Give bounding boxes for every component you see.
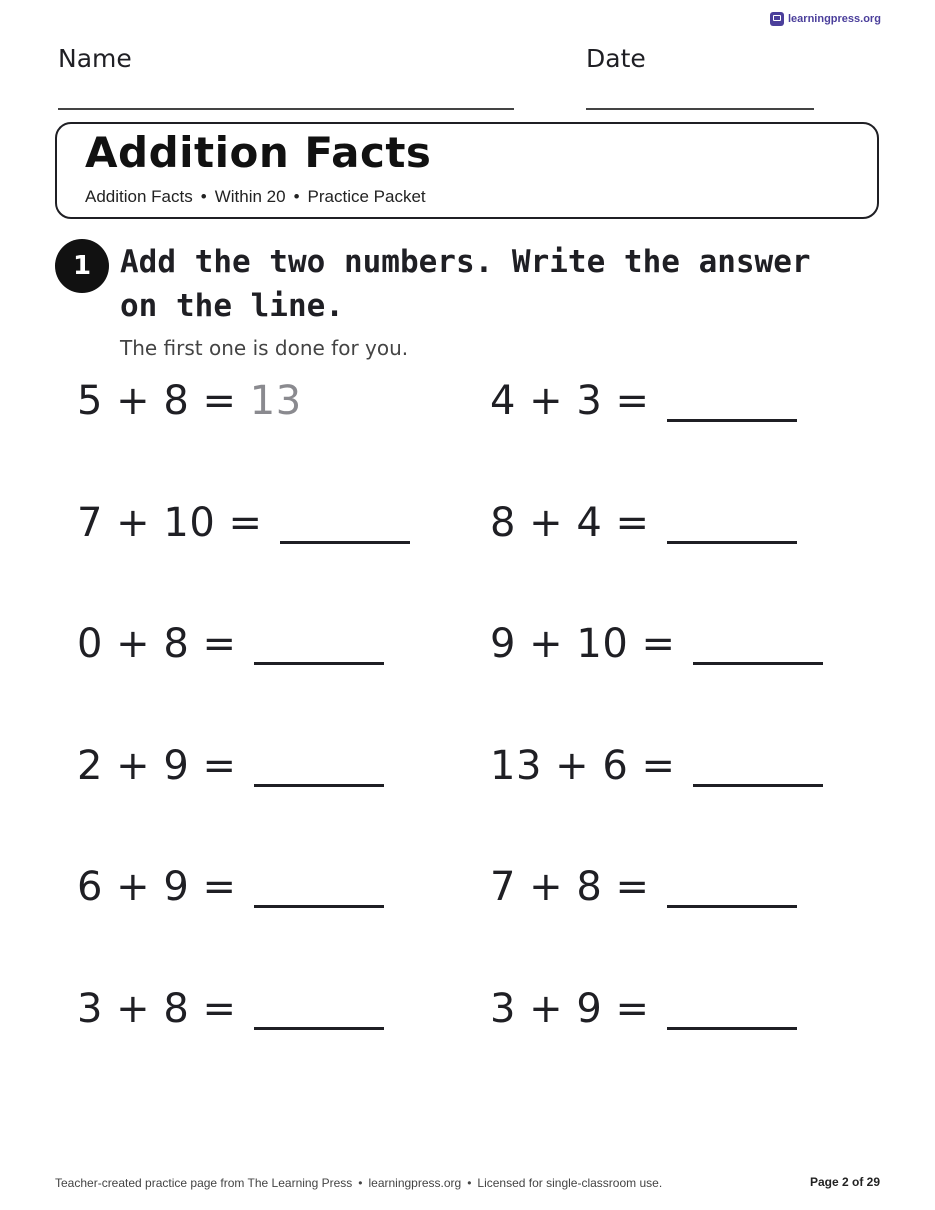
problem-expression: 13 + 6 = xyxy=(490,742,676,789)
footer-note xyxy=(55,1176,662,1190)
brand-logo-text: learningpress.org xyxy=(788,13,881,25)
question-instruction: Add the two numbers. Write the answer on the line. xyxy=(120,244,811,324)
answer-line[interactable] xyxy=(254,865,384,908)
page-title: Addition Facts xyxy=(85,128,432,177)
addition-problem xyxy=(490,378,797,424)
brand-logo xyxy=(770,12,881,26)
answer-line[interactable] xyxy=(667,987,797,1030)
subtitle-topic: Addition Facts xyxy=(85,187,193,206)
problem-expression: 7 + 10 = xyxy=(77,499,263,546)
answer-line[interactable] xyxy=(254,744,384,787)
addition-problem xyxy=(490,621,823,667)
answer-line[interactable] xyxy=(693,744,823,787)
page-subtitle xyxy=(85,187,426,207)
problem-expression: 4 + 3 = xyxy=(490,378,650,424)
problem-expression: 3 + 9 = xyxy=(490,985,650,1032)
answer-line[interactable] xyxy=(667,501,797,544)
subtitle-separator: • xyxy=(293,187,300,206)
name-label: Name xyxy=(58,44,132,73)
addition-problem xyxy=(77,743,384,789)
book-icon xyxy=(770,12,784,26)
addition-problem xyxy=(77,378,302,424)
problem-expression: 8 + 4 = xyxy=(490,499,650,546)
problem-expression: 7 + 8 = xyxy=(490,864,650,910)
answer-line[interactable] xyxy=(667,379,797,422)
problem-answer: 13 xyxy=(249,378,302,424)
date-line[interactable] xyxy=(586,108,814,110)
addition-problem xyxy=(490,500,797,546)
answer-line[interactable] xyxy=(667,865,797,908)
name-line[interactable] xyxy=(58,108,514,110)
title-box xyxy=(55,122,879,219)
footer-separator: • xyxy=(358,1176,363,1190)
footer-credit: Teacher-created practice page from The Learning Press xyxy=(55,1176,353,1190)
problem-expression: 0 + 8 = xyxy=(77,621,237,667)
problem-expression: 5 + 8 = xyxy=(77,378,237,424)
question-hint: The first one is done for you. xyxy=(120,336,409,360)
subtitle-range: Within 20 xyxy=(214,187,286,206)
answer-line[interactable] xyxy=(280,501,410,544)
addition-problem xyxy=(77,864,384,910)
problem-expression: 6 + 9 = xyxy=(77,864,237,910)
problem-expression: 9 + 10 = xyxy=(490,621,676,667)
addition-problem xyxy=(490,743,823,789)
addition-problem xyxy=(77,500,410,546)
answer-line[interactable] xyxy=(254,622,384,665)
addition-problem xyxy=(490,864,797,910)
addition-problem xyxy=(77,986,384,1032)
answer-line[interactable] xyxy=(693,622,823,665)
footer-separator: • xyxy=(467,1176,472,1190)
question-number-badge: 1 xyxy=(55,239,109,293)
date-label: Date xyxy=(586,44,646,73)
problem-expression: 3 + 8 = xyxy=(77,985,237,1032)
footer-site: learningpress.org xyxy=(368,1176,462,1190)
subtitle-type: Practice Packet xyxy=(307,187,426,206)
addition-problem xyxy=(77,621,384,667)
answer-line[interactable] xyxy=(254,987,384,1030)
addition-problem xyxy=(490,986,797,1032)
page-number: Page 2 of 29 xyxy=(809,1175,880,1189)
subtitle-separator: • xyxy=(200,187,207,206)
problem-expression: 2 + 9 = xyxy=(77,742,237,789)
footer-license: Licensed for single-classroom use. xyxy=(477,1176,663,1190)
